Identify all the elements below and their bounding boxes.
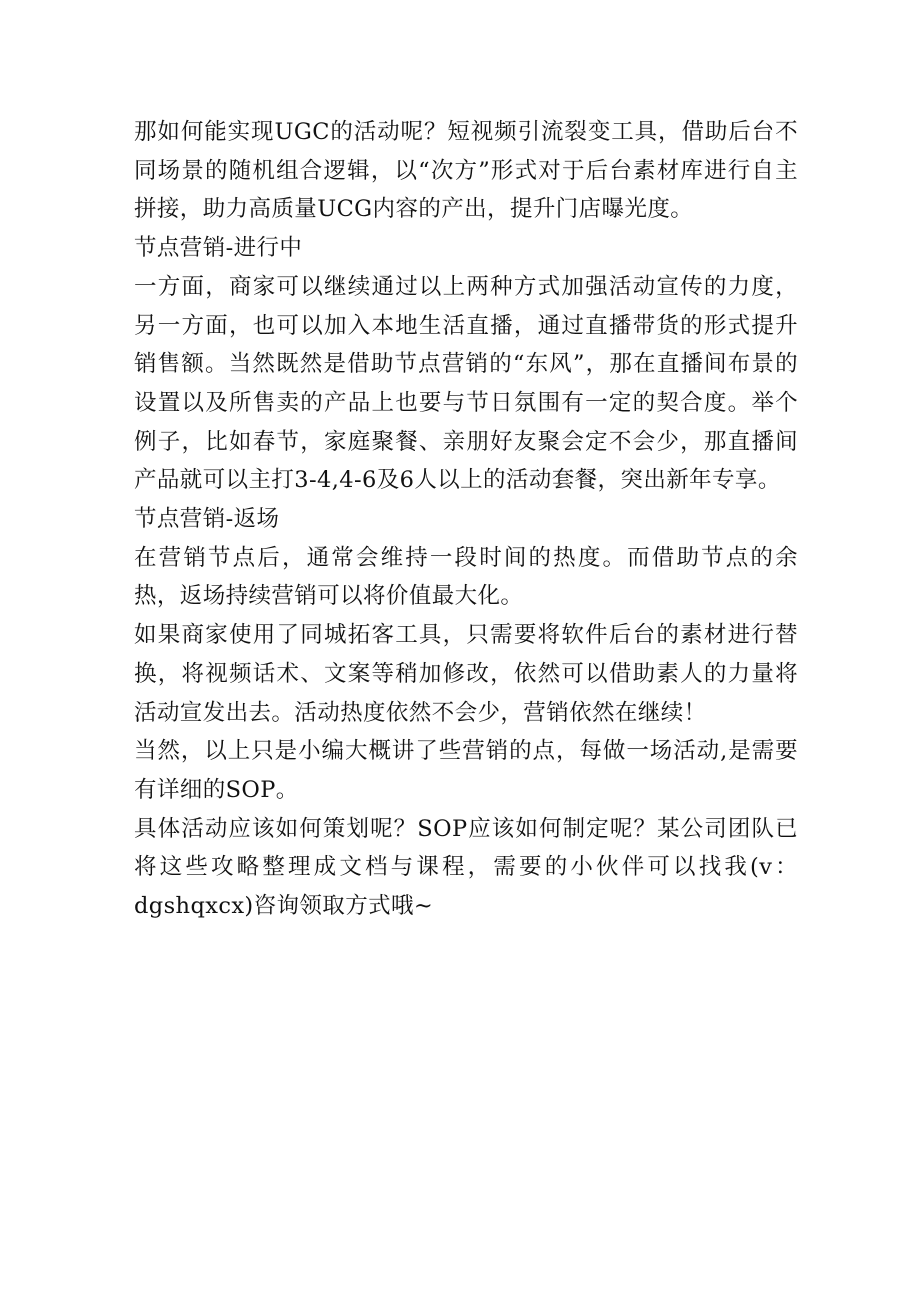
paragraph-contact: 具体活动应该如何策划呢？SOP应该如何制定呢？某公司团队已将这些攻略整理成文档与课程，需要的小伙伴可以找我(v：dgshqxcx)咨询领取方式哦~ bbox=[134, 815, 798, 920]
paragraph-sop-note: 当然，以上只是小编大概讲了些营销的点，每做一场活动,是需要有详细的SOP。 bbox=[134, 738, 798, 803]
section-heading-in-progress: 节点营销-进行中 bbox=[134, 235, 303, 262]
section-heading-return: 节点营销-返场 bbox=[134, 506, 280, 533]
paragraph-live-streaming: 一方面，商家可以继续通过以上两种方式加强活动宣传的力度，另一方面，也可以加入本地生活直播，通过直播带货的形式提升销售额。当然既然是借助节点营销的“东风”，那在直播间布景的设置以及所售卖的产品上也要与节日氛围有一定的契合度。举个例子，比如春节，家庭聚餐、亲朋好友聚会定不会少，那直播间产品就可以主打3-4,4-6及6人以上的活动套餐，突出新年专享。 bbox=[134, 273, 798, 494]
document-body bbox=[134, 113, 798, 926]
paragraph-after-node: 在营销节点后，通常会维持一段时间的热度。而借助节点的余热，返场持续营销可以将价值最大化。 bbox=[134, 544, 798, 610]
paragraph-ugc-activity: 那如何能实现UGC的活动呢？短视频引流裂变工具，借助后台不同场景的随机组合逻辑，以“次方”形式对于后台素材库进行自主拼接，助力高质量UCG内容的产出，提升门店曝光度。 bbox=[134, 119, 798, 223]
paragraph-tool-usage: 如果商家使用了同城拓客工具，只需要将软件后台的素材进行替换，将视频话术、文案等稍加修改，依然可以借助素人的力量将活动宣发出去。活动热度依然不会少，营销依然在继续！ bbox=[134, 622, 798, 726]
